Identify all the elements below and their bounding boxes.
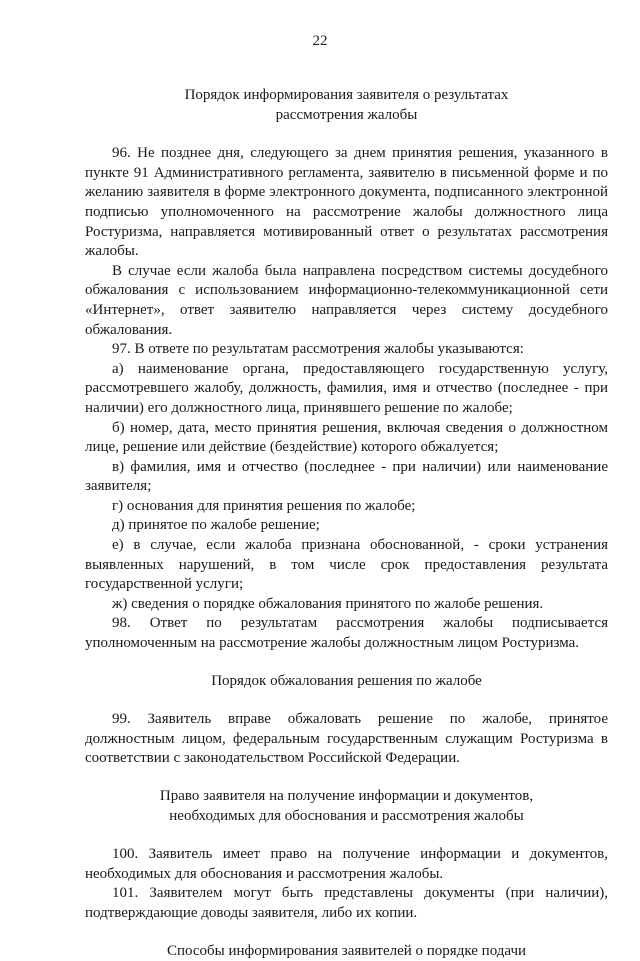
list-item-v: в) фамилия, имя и отчество (последнее - при наличии) или наименование заявителя; xyxy=(85,458,608,495)
paragraph-99: 99. Заявитель вправе обжаловать решение по жалобе, принятое должностным лицом, федеральным государственным служащим Ростуризма в соответствии с законодательством Российской Федерации. xyxy=(85,711,608,767)
list-item-a: а) наименование органа, предоставляющего государственную услугу, рассмотревшего жалобу, должность, фамилия, имя и отчество (последнее - при наличии) его должностного лица, принявшего решение по жалобе; xyxy=(85,360,608,416)
heading-line: Право заявителя на получение информации и документов, xyxy=(159,788,534,804)
list-item-b: б) номер, дата, место принятия решения, включая сведения о должностном лице, решение или действие (бездействие) которого обжалуется; xyxy=(85,419,608,456)
heading-line: Порядок информирования заявителя о результатах xyxy=(184,87,509,103)
section-heading-appeal-procedure xyxy=(85,672,608,692)
document-body xyxy=(85,86,608,961)
section-heading-informing-results xyxy=(85,86,608,125)
section-heading-right-to-information xyxy=(85,787,608,826)
paragraph-96-continued: В случае если жалоба была направлена посредством системы досудебного обжалования с использованием информационно-телекоммуникационной сети «Интернет», ответ заявителю направляется через систему досудебного обжалования. xyxy=(85,262,608,338)
list-item-g: г) основания для принятия решения по жалобе; xyxy=(112,497,416,514)
paragraph-96: 96. Не позднее дня, следующего за днем принятия решения, указанного в пункте 91 Административного регламента, заявителю в письменной форме и по желанию заявителя в форме электронного документа, подписанного электронной подписью уполномоченного на рассмотрение жалобы должностного лица Ростуризма, направляется мотивированный ответ о результатах рассмотрения жалобы. xyxy=(85,145,608,260)
list-item-zh: ж) сведения о порядке обжалования принятого по жалобе решения. xyxy=(112,595,544,612)
list-item-d: д) принятое по жалобе решение; xyxy=(112,517,320,534)
page-number: 22 xyxy=(312,33,328,49)
paragraph-97: 97. В ответе по результатам рассмотрения жалобы указываются: xyxy=(112,341,524,358)
paragraph-100: 100. Заявитель имеет право на получение информации и документов, необходимых для обоснования и рассмотрения жалобы. xyxy=(85,846,608,882)
heading-line: Порядок обжалования решения по жалобе xyxy=(211,672,482,689)
paragraph-98: 98. Ответ по результатам рассмотрения жалобы подписывается уполномоченным на рассмотрение жалобы должностным лицом Ростуризма. xyxy=(85,615,608,652)
heading-line: Способы информирования заявителей о порядке подачи xyxy=(166,942,527,959)
heading-line: необходимых для обоснования и рассмотрения жалобы xyxy=(169,807,524,824)
section-heading-informing-methods xyxy=(85,942,608,961)
list-item-e: е) в случае, если жалоба признана обоснованной, - сроки устранения выявленных нарушений, в том числе срок предоставления результата государственной услуги; xyxy=(85,537,608,593)
heading-line: рассмотрения жалобы xyxy=(275,106,418,123)
paragraph-101: 101. Заявителем могут быть представлены документы (при наличии), подтверждающие доводы заявителя, либо их копии. xyxy=(85,885,608,921)
